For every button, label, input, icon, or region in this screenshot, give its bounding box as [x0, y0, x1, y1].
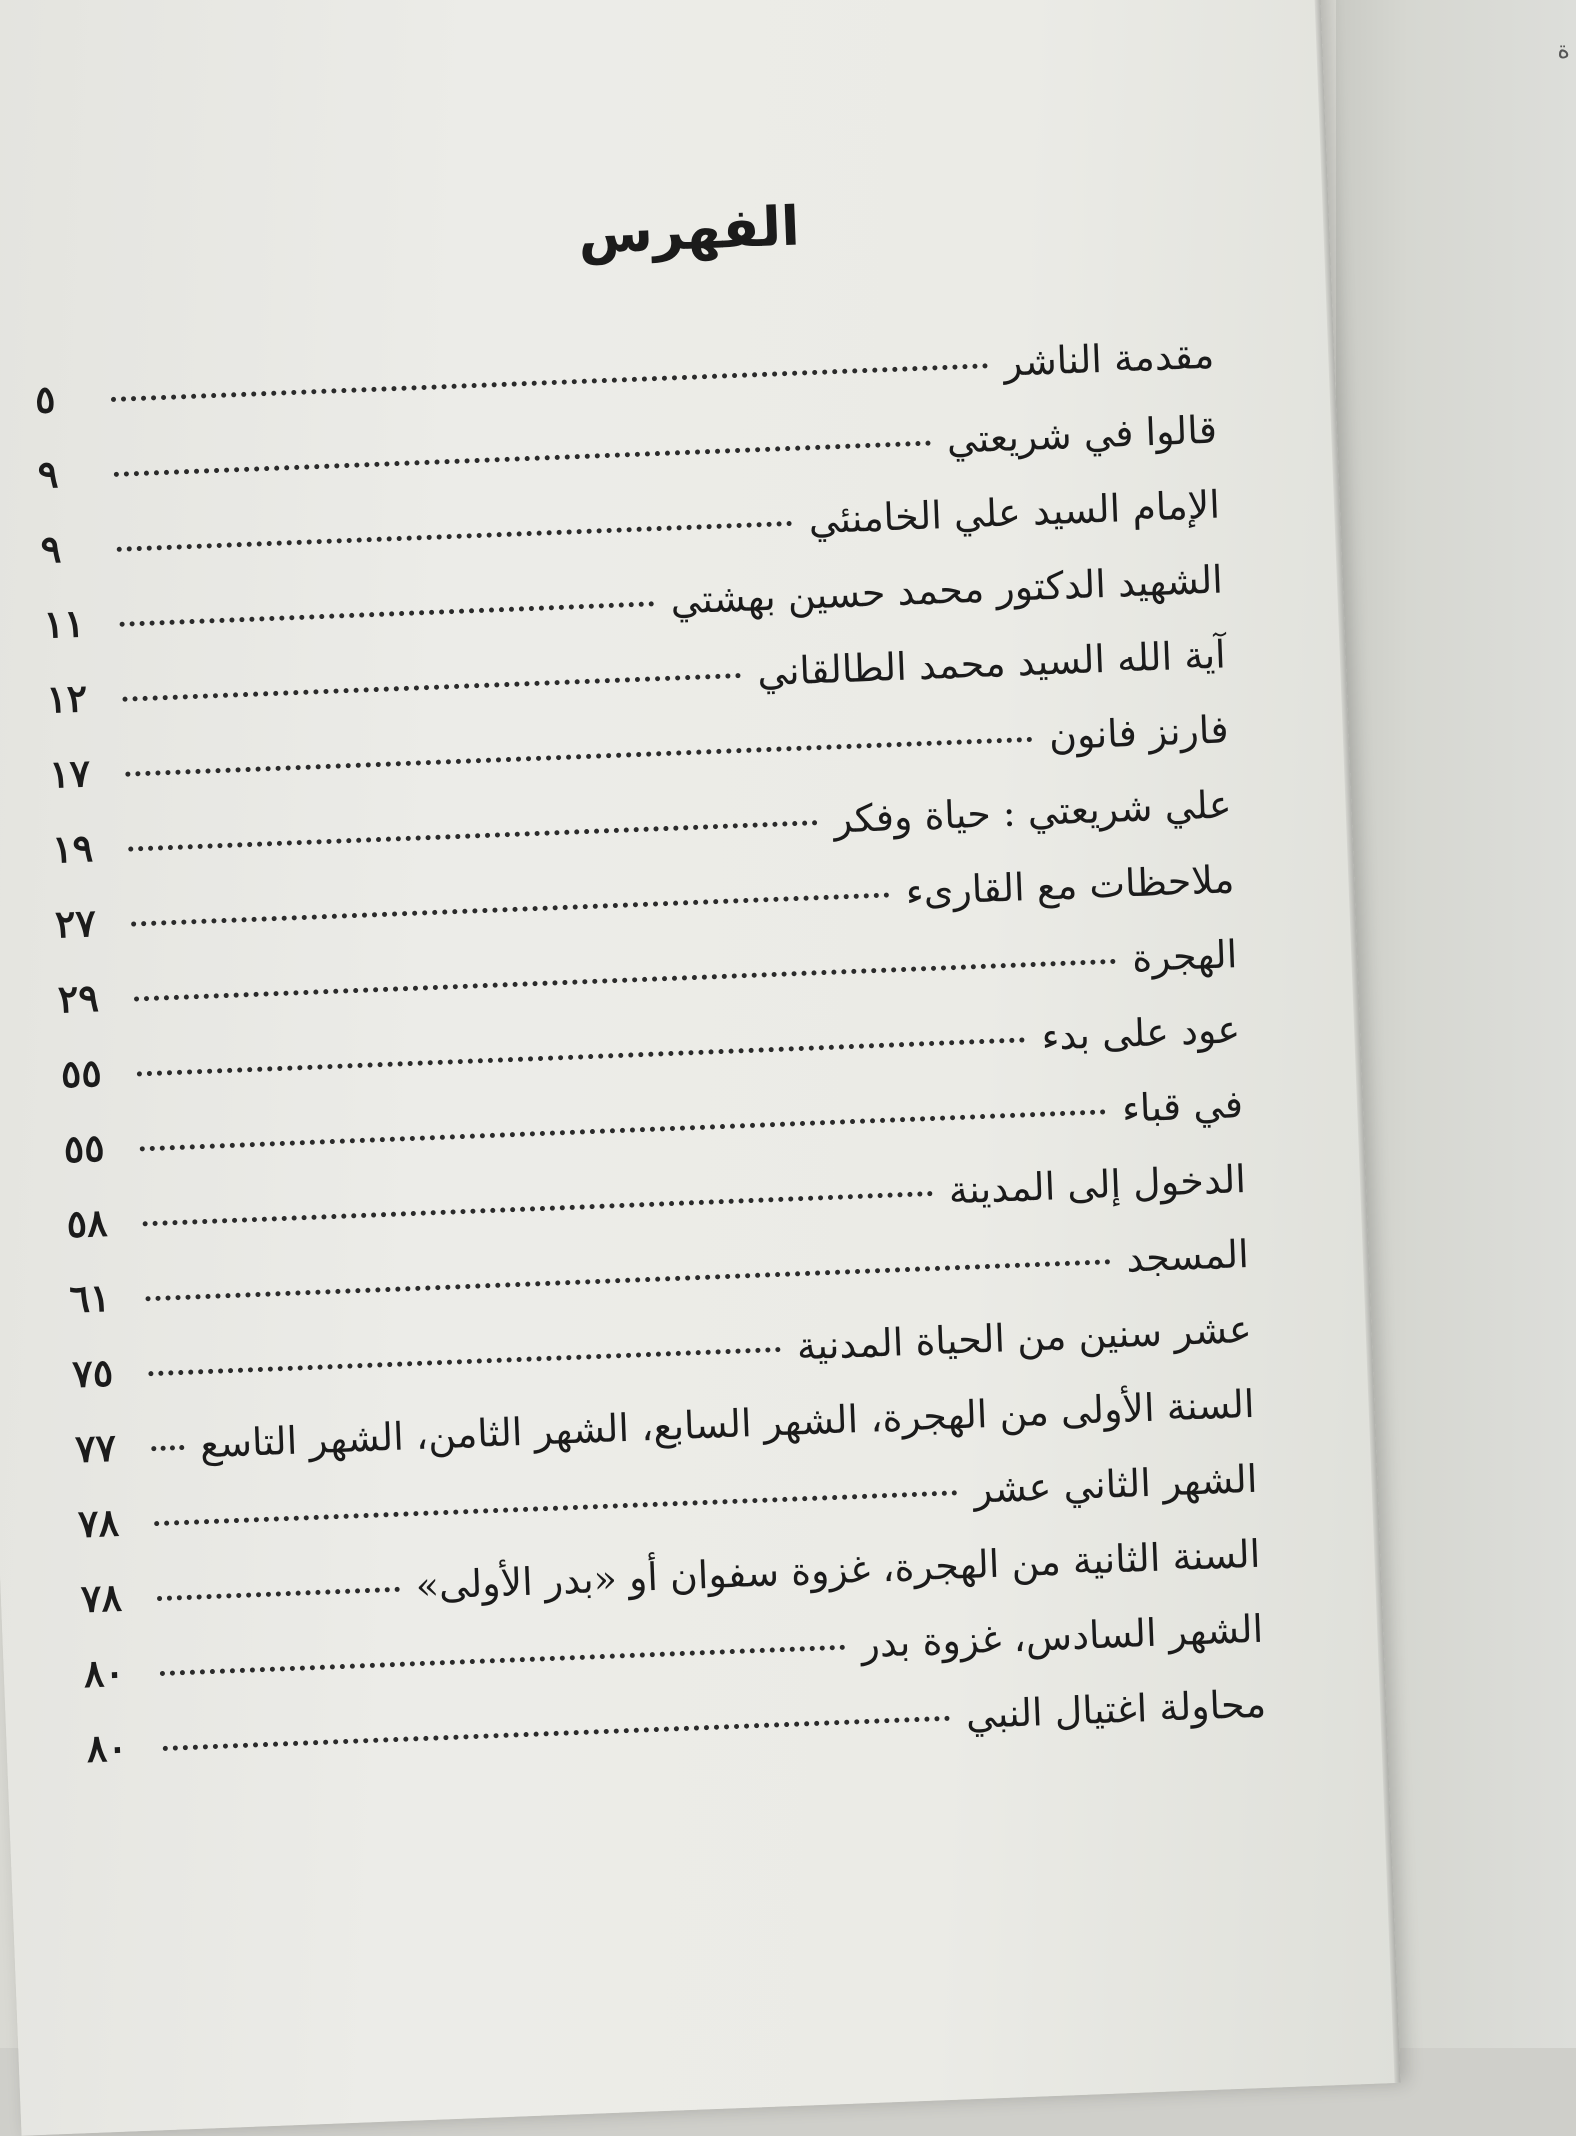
toc-entry-label: علي شريعتي : حياة وفكر	[833, 782, 1233, 842]
toc-entry-label: مقدمة الناشر	[1003, 332, 1215, 385]
dot-leader	[114, 441, 931, 477]
toc-entry-label: آية الله السيد محمد الطالقاني	[756, 632, 1227, 695]
dot-leader	[151, 1445, 184, 1451]
toc-entry-page: ٢٧	[54, 899, 97, 947]
dot-leader	[125, 737, 1033, 777]
toc-entry-label: الشهر الثاني عشر	[972, 1456, 1259, 1512]
toc-entry-label: في قباء	[1121, 1082, 1244, 1131]
toc-entry-label: الهجرة	[1131, 932, 1238, 981]
toc-entry-page: ٧٨	[77, 1499, 120, 1547]
toc-entry-label: الشهر السادس، غزوة بدر	[860, 1606, 1264, 1667]
toc-entry-page: ٨٠	[83, 1649, 126, 1696]
toc-entry-label: عشر سنين من الحياة المدنية	[796, 1306, 1253, 1369]
toc-entry-label: المسجد	[1125, 1231, 1250, 1281]
toc-entry-page: ٧٧	[74, 1424, 117, 1472]
dot-leader	[160, 1645, 846, 1676]
toc-entry-page: ١٩	[51, 825, 94, 872]
toc-entry-label: الشهيد الدكتور محمد حسين بهشتي	[669, 557, 1224, 623]
toc-entry-page: ٦١	[68, 1274, 112, 1322]
corner-mark: ة	[1557, 36, 1570, 64]
toc-entry-label: فارنز فانون	[1048, 707, 1230, 759]
toc-entry-page: ٧٨	[80, 1574, 123, 1622]
dot-leader	[148, 1347, 781, 1376]
toc-entry-page: ٩	[36, 451, 60, 497]
toc-entry-page: ٧٥	[71, 1349, 115, 1397]
toc-entry-page: ٢٩	[57, 974, 100, 1022]
toc-entry-page: ١٧	[48, 750, 91, 797]
toc-entry-label: قالوا في شريعتي	[945, 407, 1218, 462]
dot-leader	[154, 1490, 958, 1526]
dot-leader	[117, 521, 793, 552]
toc-entry-label: الدخول إلى المدينة	[947, 1157, 1247, 1213]
toc-entry-label: السنة الأولى من الهجرة، الشهر السابع، الشهر الثامن، الشهر التاسع	[199, 1381, 1256, 1467]
dot-leader	[120, 601, 655, 627]
toc-entry-label: ملاحظات مع القارىء	[904, 857, 1236, 914]
toc-entry-page: ٥٨	[65, 1199, 109, 1247]
dot-leader	[137, 1037, 1026, 1076]
dot-leader	[143, 1191, 933, 1226]
toc-entry-label: محاولة اغتيال النبي	[965, 1681, 1267, 1738]
toc-list	[0, 329, 1328, 1802]
toc-entry-page: ١٢	[45, 675, 89, 722]
toc-entry-page: ٥٥	[59, 1049, 103, 1097]
dot-leader	[131, 892, 890, 926]
page-title: الفهرس	[577, 194, 801, 266]
toc-entry-page: ٨٠	[85, 1724, 129, 1771]
toc-entry-page: ٥	[34, 376, 57, 422]
toc-entry-label: عود على بدء	[1040, 1007, 1241, 1059]
table-of-contents	[0, 146, 1328, 1802]
toc-entry-page: ١١	[42, 600, 86, 647]
dot-leader	[157, 1587, 400, 1601]
toc-entry-label: الإمام السيد علي الخامنئي	[807, 482, 1221, 543]
dot-leader	[122, 673, 741, 702]
dot-leader	[128, 820, 818, 851]
toc-entry-label: السنة الثانية من الهجرة، غزوة سفوان أو «بدر الأولى»	[414, 1531, 1262, 1609]
dot-leader	[111, 363, 988, 402]
toc-entry-page: ٥٥	[62, 1124, 106, 1172]
dot-leader	[163, 1716, 950, 1751]
toc-entry-page: ٩	[39, 526, 62, 572]
